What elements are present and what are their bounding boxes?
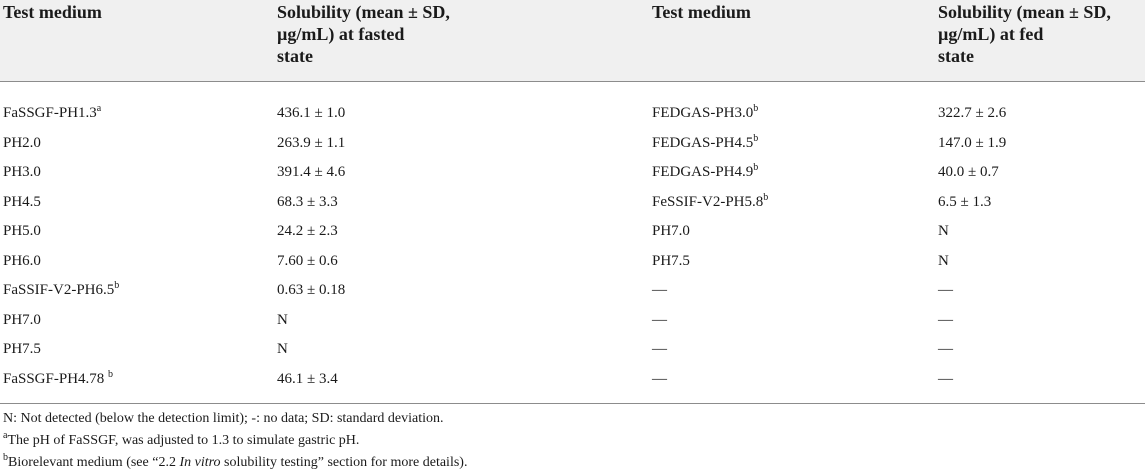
footnote-marker: b [114, 280, 120, 291]
fasted-medium-cell [3, 163, 41, 181]
fasted-medium-cell-text: PH6.0 [3, 252, 41, 269]
fasted-solubility-cell-text: N [277, 311, 288, 328]
fasted-solubility-cell [277, 222, 338, 240]
fed-medium-cell [652, 134, 758, 152]
fed-solubility-cell [938, 163, 999, 181]
table-row [0, 370, 1145, 400]
footer-divider [0, 403, 1145, 404]
fasted-medium-cell [3, 134, 41, 152]
fed-medium-cell [652, 222, 690, 240]
footnote-legend: N: Not detected (below the detection limit); -: no data; SD: standard deviation. [3, 411, 444, 426]
table-row [0, 193, 1145, 223]
table-row [0, 340, 1145, 370]
fasted-solubility-cell-text: 46.1 ± 3.4 [277, 370, 338, 387]
fasted-medium-cell-text: PH4.5 [3, 193, 41, 210]
footnote-marker: b [753, 103, 759, 114]
footnote-b-text-pre: Biorelevant medium (see “2.2 [8, 455, 180, 470]
fasted-medium-cell [3, 193, 41, 211]
fasted-medium-cell [3, 222, 41, 240]
fasted-medium-cell-text: PH7.5 [3, 341, 41, 357]
fasted-medium-cell-text: PH7.0 [3, 311, 41, 328]
fed-medium-cell [652, 340, 667, 358]
fed-solubility-cell [938, 252, 949, 270]
fasted-solubility-cell [277, 370, 338, 388]
fasted-medium-cell-text: FaSSIF-V2-PH6.5 [3, 282, 115, 298]
fed-solubility-cell-text: 6.5 ± 1.3 [938, 193, 992, 210]
table-row [0, 311, 1145, 341]
fed-medium-cell-text: FEDGAS-PH4.9 [652, 164, 754, 180]
table-row [0, 104, 1145, 134]
table-row [0, 281, 1145, 311]
fed-medium-cell-text: — [652, 311, 667, 328]
fasted-medium-cell [3, 370, 113, 388]
fed-medium-cell-text: PH7.5 [652, 252, 690, 269]
fasted-medium-cell-text: FaSSGF-PH4.78 [3, 370, 109, 387]
footnote-marker: b [753, 132, 759, 144]
fed-solubility-cell [938, 340, 953, 358]
table-row [0, 134, 1145, 164]
header-test-medium-fed: Test medium [652, 2, 751, 22]
fasted-medium-cell-text: FaSSGF-PH1.3 [3, 105, 97, 121]
fasted-medium-cell-text: PH2.0 [3, 134, 41, 151]
fed-solubility-cell-text: N [938, 223, 949, 239]
fed-solubility-cell-text: — [938, 341, 953, 357]
fasted-solubility-cell [277, 252, 338, 270]
fasted-solubility-cell [277, 281, 345, 299]
footnote-marker: a [96, 103, 102, 114]
table-row [0, 252, 1145, 282]
fasted-solubility-cell [277, 340, 288, 358]
fed-solubility-cell [938, 370, 953, 388]
table-row [0, 163, 1145, 193]
fasted-medium-cell [3, 340, 41, 358]
fed-medium-cell-text: — [652, 370, 667, 387]
footnote-marker: b [753, 162, 759, 173]
fasted-medium-cell-text: PH3.0 [3, 164, 41, 180]
fasted-solubility-cell [277, 134, 345, 152]
fed-solubility-cell-text: — [938, 370, 953, 387]
fed-solubility-cell [938, 281, 953, 299]
footnote-a-marker: a [3, 430, 8, 441]
fed-solubility-cell [938, 104, 1006, 122]
fasted-solubility-cell-text: 391.4 ± 4.6 [277, 164, 346, 180]
fasted-solubility-cell [277, 104, 345, 122]
fed-medium-cell-text: — [652, 282, 667, 298]
fed-medium-cell [652, 370, 667, 388]
fed-medium-cell [652, 193, 768, 211]
fasted-medium-cell [3, 311, 41, 329]
fed-solubility-cell-text: — [938, 282, 953, 298]
header-test-medium-fasted: Test medium [3, 2, 102, 22]
fed-medium-cell [652, 104, 758, 122]
fed-solubility-cell-text: — [938, 311, 953, 328]
fed-medium-cell [652, 252, 690, 270]
footnote-b-text-post: solubility testing” section for more details). [220, 455, 468, 470]
footnote-a [3, 432, 359, 449]
fasted-medium-cell [3, 281, 119, 299]
fasted-solubility-cell-text: 24.2 ± 2.3 [277, 223, 338, 239]
fed-solubility-cell [938, 311, 953, 329]
fasted-solubility-cell-text: 263.9 ± 1.1 [277, 134, 346, 151]
fed-solubility-cell [938, 193, 991, 211]
fed-solubility-cell-text: N [938, 252, 949, 269]
footnote-marker: b [763, 191, 769, 203]
fed-medium-cell-text: FEDGAS-PH3.0 [652, 105, 754, 121]
fed-solubility-cell-text: 147.0 ± 1.9 [938, 134, 1007, 151]
fasted-solubility-cell [277, 311, 288, 329]
fed-medium-cell [652, 163, 758, 181]
fasted-solubility-cell-text: 7.60 ± 0.6 [277, 252, 338, 269]
footnote-b-marker: b [3, 452, 8, 463]
fasted-solubility-cell-text: 0.63 ± 0.18 [277, 282, 346, 298]
fed-solubility-cell [938, 222, 949, 240]
header-divider [0, 81, 1145, 82]
header-solubility-fed: Solubility (mean ± SD, µg/mL) at fed state [938, 2, 1111, 66]
header-solubility-fasted: Solubility (mean ± SD, µg/mL) at fasted state [277, 2, 450, 66]
fed-medium-cell [652, 311, 667, 329]
fed-medium-cell-text: FeSSIF-V2-PH5.8 [652, 193, 764, 210]
fed-solubility-cell [938, 134, 1006, 152]
fasted-medium-cell [3, 252, 41, 270]
footnote-a-text: The pH of FaSSGF, was adjusted to 1.3 to simulate gastric pH. [7, 433, 360, 448]
footnote-marker: b [108, 368, 114, 380]
footnote-b [3, 454, 467, 471]
fed-solubility-cell-text: 322.7 ± 2.6 [938, 105, 1007, 121]
fed-medium-cell-text: PH7.0 [652, 223, 690, 239]
fasted-solubility-cell-text: N [277, 341, 288, 357]
fed-medium-cell-text: FEDGAS-PH4.5 [652, 134, 754, 151]
fasted-solubility-cell [277, 193, 338, 211]
fasted-solubility-cell-text: 68.3 ± 3.3 [277, 193, 338, 210]
fed-medium-cell [652, 281, 667, 299]
table-header [0, 0, 1145, 81]
fasted-solubility-cell [277, 163, 345, 181]
fasted-medium-cell [3, 104, 101, 122]
fasted-solubility-cell-text: 436.1 ± 1.0 [277, 105, 346, 121]
table-row [0, 222, 1145, 252]
fed-solubility-cell-text: 40.0 ± 0.7 [938, 164, 999, 180]
fasted-medium-cell-text: PH5.0 [3, 223, 41, 239]
fed-medium-cell-text: — [652, 341, 667, 357]
footnote-b-text-italic: In vitro [179, 455, 221, 470]
